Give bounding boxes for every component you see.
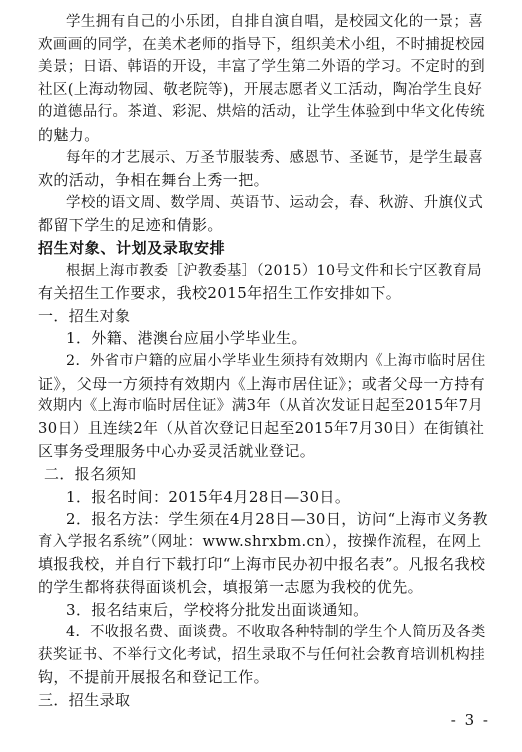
text-line: 育入学报名系统”（网址：www.shrxbm.cn），按操作流程，在网上 [38, 533, 482, 550]
subsection-title: 二．报名须知 [44, 465, 137, 483]
section-heading: 招生对象、计划及录取安排 [38, 239, 226, 257]
text-line: 获奖证书、不举行文化考试，招生录取不与任何社会教育培训机构挂 [38, 646, 485, 663]
text-line: 的学生都将获得面谈机会，填报第一志愿为我校的优先。 [38, 578, 424, 596]
text-line: 学校的语文周、数学周、英语节、运动会，春、秋游、升旗仪式 [66, 194, 484, 211]
text-line: 有关招生工作要求，我校2015年招生工作安排如下。 [38, 284, 402, 303]
text-line: 1．外籍、港澳台应届小学毕业生。 [66, 329, 307, 348]
subsection-title: 一．招生对象 [38, 306, 131, 325]
text-line: 欢画画的同学，在美术老师的指导下，组织美术小组，不时捕捉校园 [38, 36, 485, 53]
text-line: 欢的活动，争相在舞台上秀一把。 [38, 171, 270, 190]
text-line: 根据上海市教委［沪教委基］（2015）10号文件和长宁区教育局 [66, 262, 482, 279]
text-line: 证》，父母一方须持有效期内《上海市居住证》；或者父母一方持有 [38, 374, 486, 393]
text-line: 都留下学生的足迹和倩影。 [38, 216, 223, 235]
text-line: 1．报名时间：2015年4月28日—30日。 [66, 487, 351, 506]
text-line: 2．报名方法：学生须在4月28日—30日，访问“上海市义务教 [66, 510, 488, 529]
text-line: 钩，不提前开展报名和登记工作。 [38, 668, 270, 687]
text-line: 效期内《上海市临时居住证》满3年（从首次发证日起至2015年7月 [38, 398, 484, 415]
text-line: 2．外省市户籍的应届小学毕业生须持有效期内《上海市临时居住 [66, 353, 486, 369]
text-line: 的道德品行。茶道、彩泥、烘焙的活动，让学生体验到中华文化传统 [38, 104, 485, 121]
text-line: 区事务受理服务中心办妥灵活就业登记。 [38, 442, 316, 461]
subsection-title: 三．招生录取 [38, 691, 131, 709]
text-line: 的魅力。 [38, 126, 100, 144]
text-line: 填报我校，并自行下载打印“上海市民办初中报名表”。凡报名我校 [38, 555, 486, 574]
page-number: - 3 - [450, 711, 490, 729]
text-line: 3．报名结束后，学校将分批发出面谈通知。 [66, 600, 369, 619]
text-line: 4．不收报名费、面谈费。不收取各种特制的学生个人简历及各类 [66, 624, 486, 641]
text-line: 美景；日语、韩语的开设，丰富了学生第二外语的学习。不定时的到 [38, 59, 485, 76]
text-line: 学生拥有自己的小乐团，自排自演自唱，是校园文化的一景；喜 [66, 14, 484, 30]
text-line: 30日）且连续2年（从首次登记日起至2015年7月30日）在街镇社 [38, 419, 485, 437]
text-line: 每年的才艺展示、万圣节服装秀、感恩节、圣诞节，是学生最喜 [66, 149, 484, 166]
text-line: 社区(上海动物园、敬老院等)，开展志愿者义工活动，陶冶学生良好 [38, 81, 483, 98]
